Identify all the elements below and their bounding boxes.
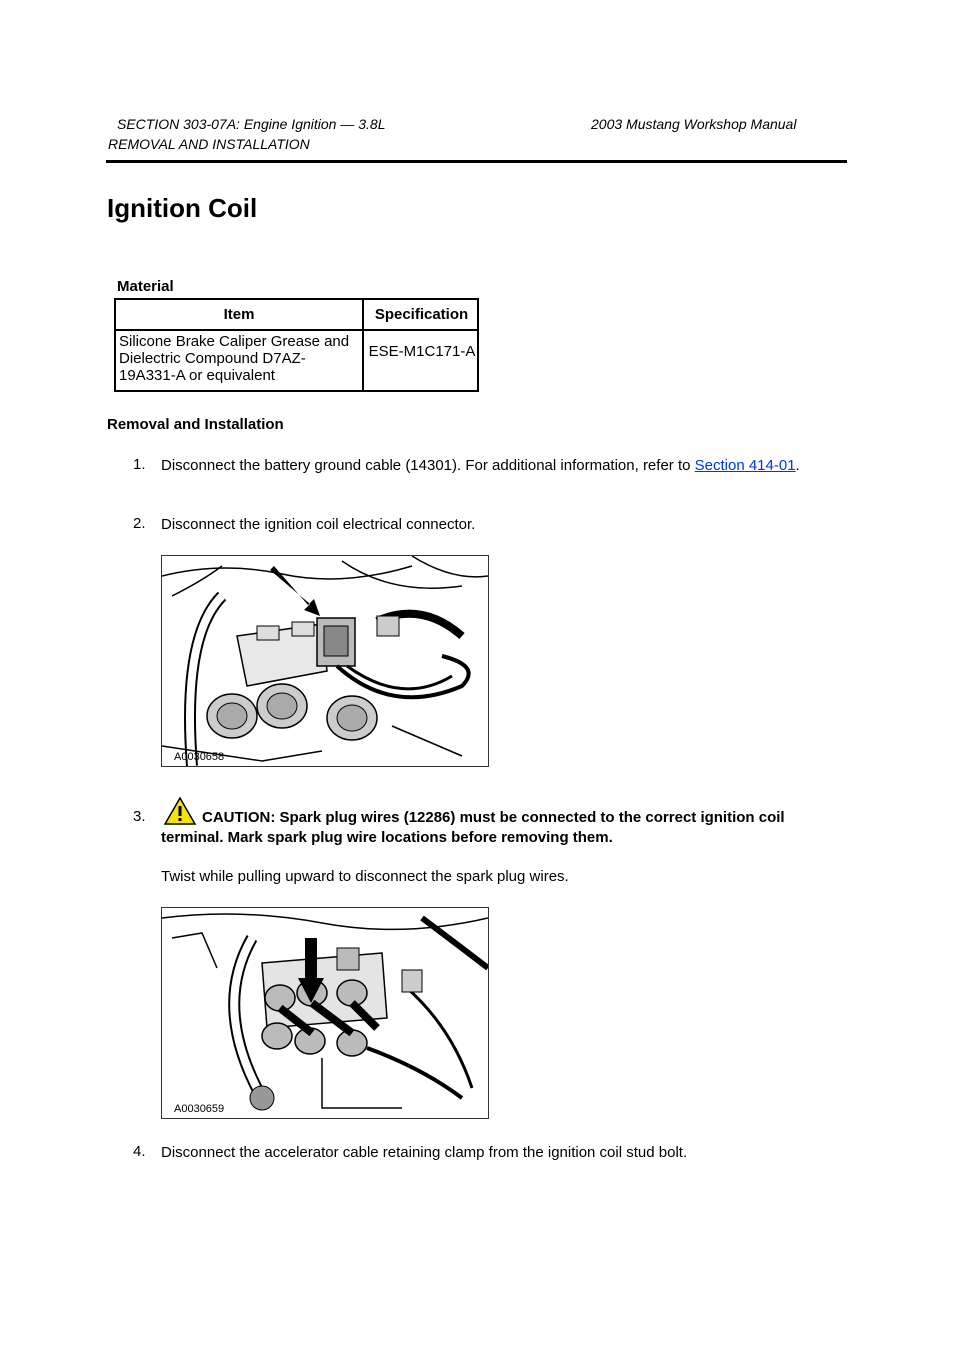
figure-spark-plug-wires [161,907,489,1119]
header-section: SECTION 303-07A: Engine Ignition — 3.8L [117,116,386,132]
table-cell-specification: ESE-M1C171-A [368,343,476,360]
page-title: Ignition Coil [107,193,258,223]
step-text-4: Disconnect the accelerator cable retaining clamp from the ignition coil stud bolt. [161,1144,688,1161]
material-table [114,298,479,392]
header-rule [106,160,847,163]
header-manual: 2003 Mustang Workshop Manual [591,116,797,132]
material-label: Material [117,278,174,295]
step-number-1: 1. [133,456,146,473]
step-1-text: Disconnect the battery ground cable (14301). For additional information, refer to [161,457,691,474]
spark-plug-wires-illustration [162,908,488,1118]
step-text-3: Twist while pulling upward to disconnect the spark plug wires. [161,868,569,885]
procedure-heading: Removal and Installation [107,416,284,433]
step-number-4: 4. [133,1143,146,1160]
step-number-2: 2. [133,515,146,532]
step-text-2: Disconnect the ignition coil electrical connector. [161,516,476,533]
table-cell-item: Silicone Brake Caliper Grease and Dielectric Compound D7AZ-19A331-A or equivalent [119,333,350,384]
step-text-1 [161,456,831,475]
step-1-after: . [795,457,800,474]
column-header-specification: Specification [374,306,469,323]
ignition-coil-connector-illustration [162,556,488,766]
figure-id-2: A0030659 [174,1103,225,1115]
column-header-item: Item [223,306,255,323]
header-subsection: REMOVAL AND INSTALLATION [108,136,310,152]
caution-text: CAUTION: Spark plug wires (12286) must be connected to the correct ignition coil terminal. Mark spark plug wire locations before removing them. [161,809,785,846]
step-number-3: 3. [133,808,146,825]
figure-ignition-coil-connector [161,555,489,767]
figure-id-1: A0030658 [174,751,225,763]
section-414-01-link[interactable]: Section 414-01 [694,457,796,474]
